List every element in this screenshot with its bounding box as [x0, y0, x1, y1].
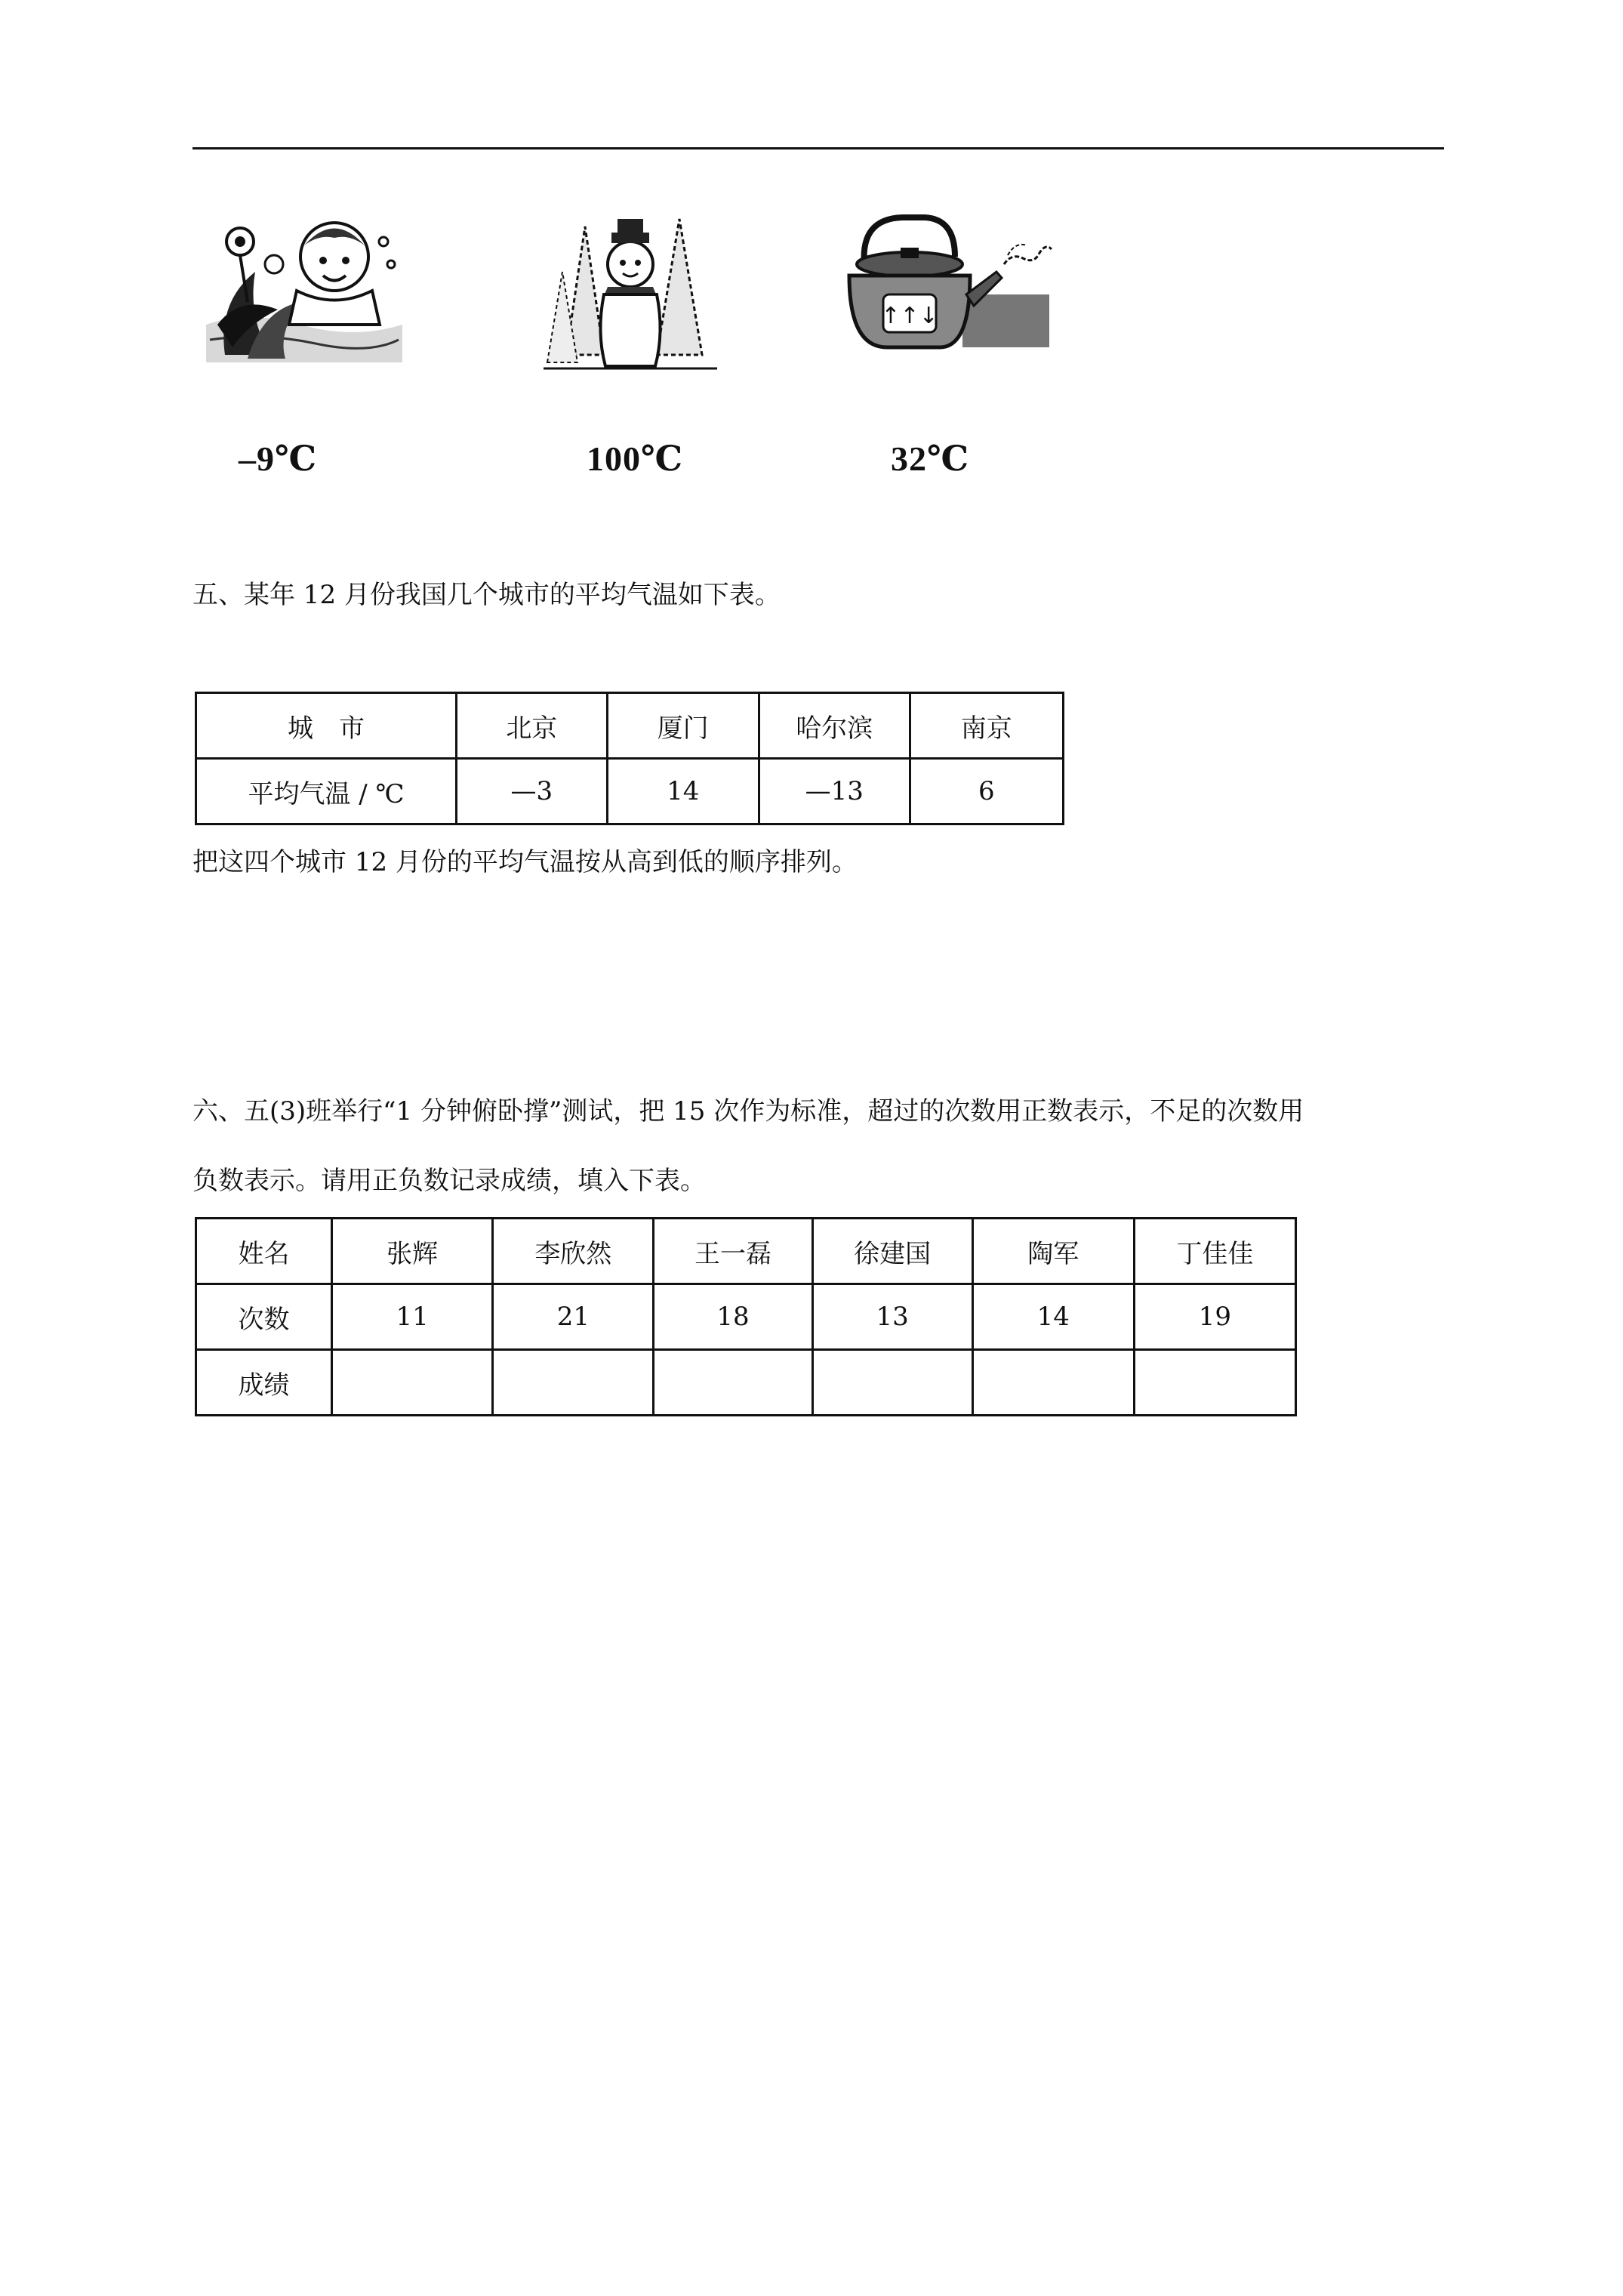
score-answer-cell[interactable]	[493, 1350, 654, 1416]
table-header-cell: 南京	[910, 693, 1063, 759]
student-name-cell: 王一磊	[654, 1219, 812, 1284]
table-row	[196, 759, 1064, 824]
table-cell: 14	[607, 759, 759, 824]
table-row	[196, 1350, 1296, 1416]
count-cell: 11	[332, 1284, 493, 1350]
question-5-heading: 五、某年 12 月份我国几个城市的平均气温如下表。	[192, 580, 781, 610]
score-answer-cell[interactable]	[654, 1350, 812, 1416]
city-temperature-table	[195, 692, 1064, 825]
table-header-cell: 哈尔滨	[759, 693, 910, 759]
count-cell: 18	[654, 1284, 812, 1350]
table-header-cell: 厦门	[607, 693, 759, 759]
question-6-text-line-2: 负数表示。请用正负数记录成绩，填入下表。	[192, 1166, 706, 1196]
svg-text:↑↑↓: ↑↑↓	[881, 303, 938, 329]
score-answer-cell[interactable]	[332, 1350, 493, 1416]
score-answer-cell[interactable]	[1134, 1350, 1295, 1416]
question-5-instruction: 把这四个城市 12 月份的平均气温按从高到低的顺序排列。	[192, 847, 858, 877]
temperature-label: –9℃	[239, 439, 318, 478]
table-cell: 6	[910, 759, 1063, 824]
snowman-illustration	[544, 211, 717, 378]
student-name-cell: 陶军	[972, 1219, 1134, 1284]
row-label: 姓名	[196, 1219, 332, 1284]
score-answer-cell[interactable]	[812, 1350, 972, 1416]
count-cell: 14	[972, 1284, 1134, 1350]
pushup-score-table	[195, 1217, 1297, 1416]
table-row	[196, 693, 1064, 759]
kettle-illustration	[842, 211, 1053, 355]
table-cell: 平均气温 / ℃	[196, 759, 457, 824]
student-name-cell: 李欣然	[493, 1219, 654, 1284]
count-cell: 21	[493, 1284, 654, 1350]
table-header-cell: 城 市	[196, 693, 457, 759]
row-label: 成绩	[196, 1350, 332, 1416]
header-rule	[192, 147, 1444, 149]
row-label: 次数	[196, 1284, 332, 1350]
student-name-cell: 张辉	[332, 1219, 493, 1284]
question-6-text-line-1: 六、五(3)班举行“1 分钟俯卧撑”测试，把 15 次作为标准，超过的次数用正数表示，不足的次数用	[192, 1096, 1304, 1126]
table-cell: —3	[457, 759, 607, 824]
temperature-label: 32℃	[891, 439, 970, 478]
table-header-cell: 北京	[457, 693, 607, 759]
student-name-cell: 徐建国	[812, 1219, 972, 1284]
count-cell: 13	[812, 1284, 972, 1350]
count-cell: 19	[1134, 1284, 1295, 1350]
student-name-cell: 丁佳佳	[1134, 1219, 1295, 1284]
temperature-label: 100℃	[587, 439, 684, 478]
table-row	[196, 1284, 1296, 1350]
child-flower-illustration	[202, 211, 406, 362]
score-answer-cell[interactable]	[972, 1350, 1134, 1416]
table-row	[196, 1219, 1296, 1284]
table-cell: —13	[759, 759, 910, 824]
